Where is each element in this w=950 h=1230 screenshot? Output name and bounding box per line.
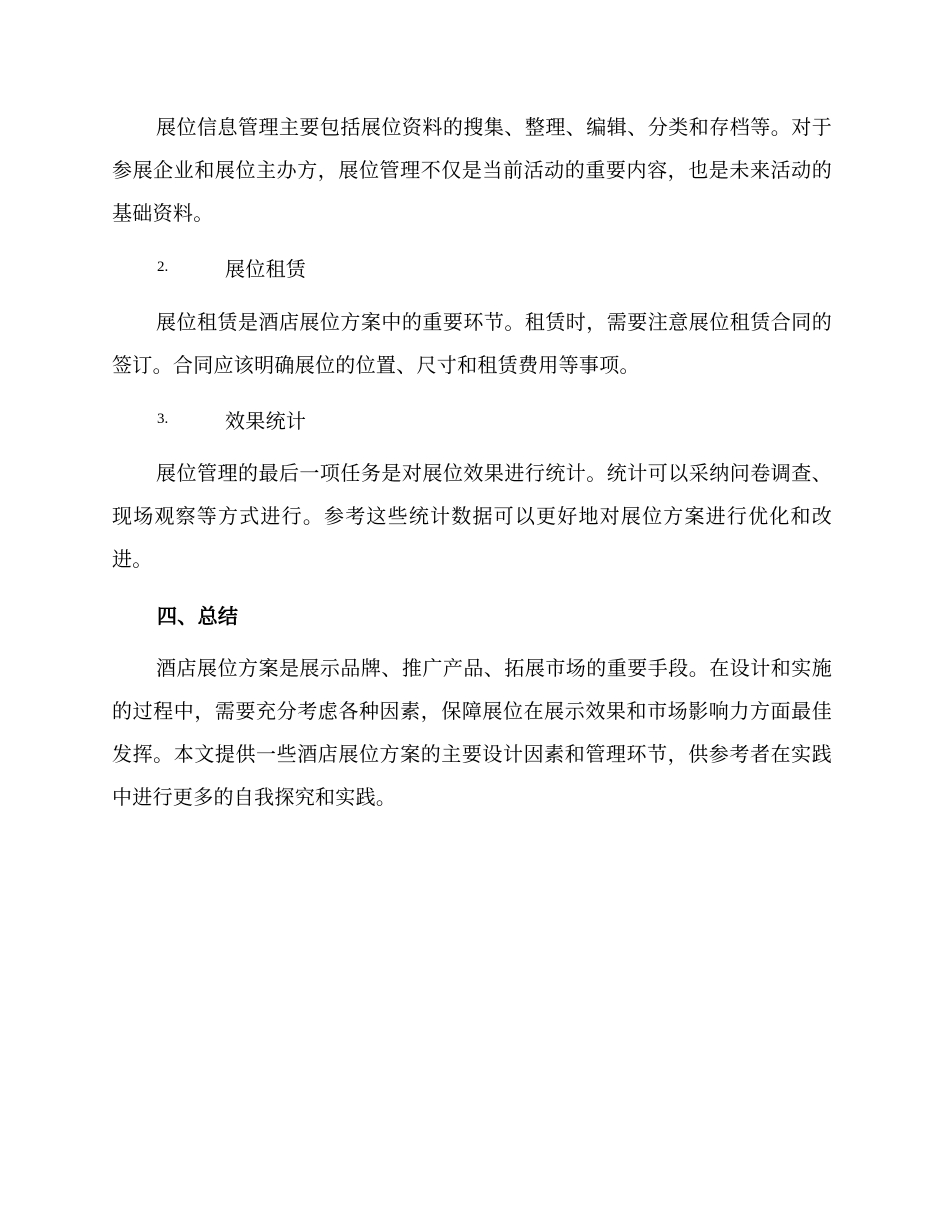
paragraph-booth-info-management: 展位信息管理主要包括展位资料的搜集、整理、编辑、分类和存档等。对于参展企业和展位主办方，展位管理不仅是当前活动的重要内容，也是未来活动的基础资料。 <box>112 115 832 225</box>
paragraph-effect-statistics: 展位管理的最后一项任务是对展位效果进行统计。统计可以采纳问卷调查、现场观察等方式进行。参考这些统计数据可以更好地对展位方案进行优化和改进。 <box>112 461 832 571</box>
paragraph-summary: 酒店展位方案是展示品牌、推广产品、拓展市场的重要手段。在设计和实施的过程中，需要充分考虑各种因素，保障展位在展示效果和市场影响力方面最佳发挥。本文提供一些酒店展位方案的主要设计因素和管理环节，供参考者在实践中进行更多的自我探究和实践。 <box>112 656 832 809</box>
section-heading-summary: 四、总结 <box>157 604 239 628</box>
list-item-title: 效果统计 <box>225 408 307 433</box>
list-item-booth-rental <box>157 252 306 282</box>
paragraph-booth-rental: 展位租赁是酒店展位方案中的重要环节。租赁时，需要注意展位租赁合同的签订。合同应该明确展位的位置、尺寸和租赁费用等事项。 <box>112 310 832 377</box>
list-item-title: 展位租赁 <box>225 256 307 281</box>
list-number: 3. <box>157 410 169 427</box>
list-number: 2. <box>157 258 169 275</box>
list-item-effect-statistics <box>157 404 306 434</box>
